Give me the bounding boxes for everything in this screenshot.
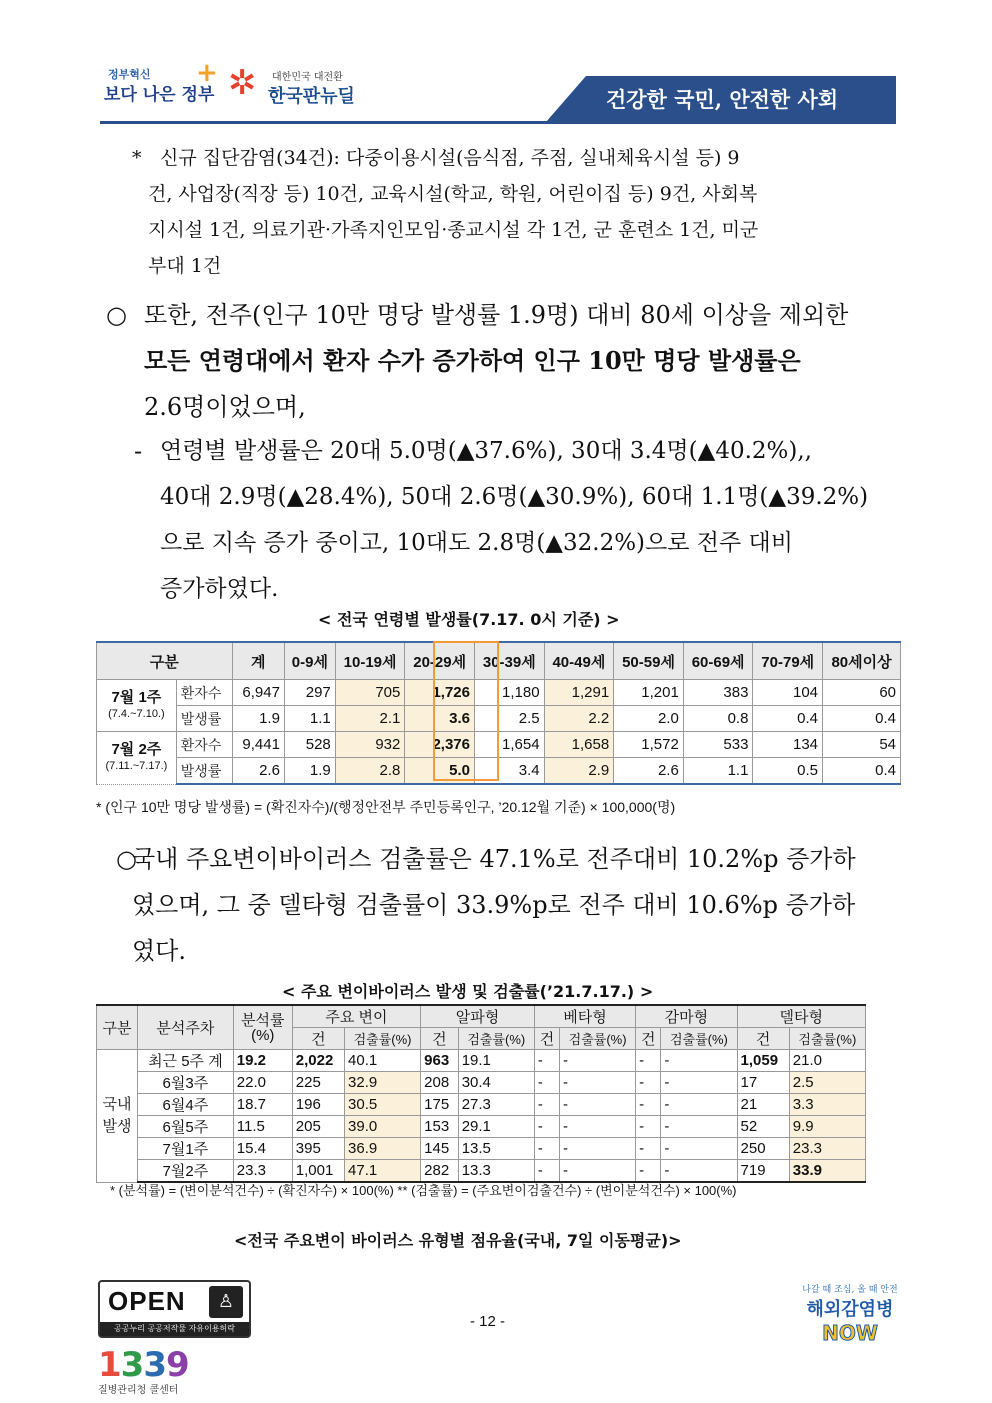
- cluster-note-bullet: *: [132, 147, 142, 169]
- para1-line: 2.6명이었으며,: [144, 393, 306, 421]
- para1-line: 모든 연령대에서 환자 수가 증가하여 인구 10만 명당 발생률은: [144, 346, 801, 375]
- table-cell: 21: [737, 1094, 789, 1116]
- para2-line: 연령별 발생률은 20대 5.0명(▲37.6%), 30대 3.4명(▲40.2%),,: [160, 438, 812, 464]
- open-subtext: 공공누리 공공저작물 자유이용허락: [100, 1322, 249, 1336]
- table-cell: 30.5: [345, 1094, 421, 1116]
- week-cell: 6월5주: [138, 1116, 234, 1138]
- week-group-range: (7.4.~7.10.): [108, 707, 165, 720]
- table-cell: -: [534, 1138, 559, 1160]
- table1-footnote: * (인구 10만 명당 발생률) = (확진자수)/(행정안전부 주민등록인구, ’20.12월 기준) × 100,000(명): [96, 799, 676, 815]
- table-cell: 9,441: [232, 732, 284, 758]
- table-cell: -: [661, 1160, 737, 1183]
- week-group-name: 7월 2주: [111, 740, 162, 758]
- week-cell: 7월1주: [138, 1138, 234, 1160]
- table-cell: 1.1: [284, 706, 335, 732]
- call-center-label: 질병관리청 콜센터: [98, 1385, 179, 1396]
- table-cell: 0.8: [683, 706, 753, 732]
- table-cell: 1,291: [544, 680, 614, 706]
- sub-header: 검출률(%): [458, 1028, 534, 1050]
- row-label: 환자수: [176, 680, 232, 706]
- table-cell: 2.8: [335, 758, 405, 785]
- table-header-row: [97, 1005, 866, 1028]
- table-cell: 11.5: [233, 1116, 292, 1138]
- col-header: 20-29세: [405, 642, 475, 680]
- table-cell: 19.2: [233, 1050, 292, 1072]
- table-cell: 13.5: [458, 1138, 534, 1160]
- table-cell: 32.9: [345, 1072, 421, 1094]
- korean-new-deal-logo: [228, 60, 378, 112]
- table-cell: -: [560, 1094, 636, 1116]
- table-cell: 0.4: [823, 758, 901, 785]
- table-row: [97, 1072, 866, 1094]
- col-header: 델타형: [737, 1005, 865, 1028]
- group-label-cell: 국내 발생: [97, 1050, 138, 1183]
- table-cell: 1,201: [614, 680, 684, 706]
- table-cell: 17: [737, 1072, 789, 1094]
- table-cell: 104: [753, 680, 823, 706]
- table-cell: 1.1: [683, 758, 753, 785]
- sub-header: 건: [636, 1028, 661, 1050]
- highlight-20s-column: [433, 641, 499, 781]
- para3-line: 국내 주요변이바이러스 검출률은 47.1%로 전주대비 10.2%p 증가하: [132, 845, 856, 873]
- col-header: 70-79세: [753, 642, 823, 680]
- table-cell: 23.3: [789, 1138, 865, 1160]
- gov-logo-line1: 정부혁신: [108, 68, 151, 81]
- call-number: 1339: [98, 1345, 189, 1385]
- week-group-cell: [97, 732, 177, 785]
- overseas-infection-now-logo: [800, 1282, 900, 1345]
- week-cell: 7월2주: [138, 1160, 234, 1183]
- row-label: 환자수: [176, 732, 232, 758]
- row-label: 발생률: [176, 706, 232, 732]
- table-row: [97, 1094, 866, 1116]
- para2-line: 으로 지속 증가 중이고, 10대도 2.8명(▲32.2%)으로 전주 대비: [160, 530, 793, 556]
- table-cell: 2.6: [232, 758, 284, 785]
- now-logo-line2: 해외감염병: [806, 1299, 894, 1320]
- table-cell: 30.4: [458, 1072, 534, 1094]
- table-cell: 2.6: [614, 758, 684, 785]
- table-cell: 145: [421, 1138, 459, 1160]
- table-cell: -: [534, 1160, 559, 1183]
- cluster-note-line: 건, 사업장(직장 등) 10건, 교육시설(학교, 학원, 어린이집 등) 9건, 사회복: [148, 183, 758, 205]
- col-header: 알파형: [421, 1005, 535, 1028]
- col-header: 구분: [97, 642, 233, 680]
- table-cell: 3.3: [789, 1094, 865, 1116]
- table-cell: 6,947: [232, 680, 284, 706]
- table-cell: 52: [737, 1116, 789, 1138]
- cluster-note-line: 신규 집단감염(34건): 다중이용시설(음식점, 주점, 실내체육시설 등) 9: [160, 147, 740, 169]
- table-cell: 1,658: [544, 732, 614, 758]
- para2-bullet: -: [134, 437, 143, 465]
- para3-line: 였으며, 그 중 델타형 검출률이 33.9%p로 전주 대비 10.6%p 증가하: [132, 891, 856, 919]
- table-cell: 1.9: [284, 758, 335, 785]
- sub-header: 건: [534, 1028, 559, 1050]
- col-header: 30-39세: [474, 642, 544, 680]
- attribution-icon: ♙: [209, 1286, 243, 1318]
- table-cell: 39.0: [345, 1116, 421, 1138]
- table-cell: 205: [292, 1116, 344, 1138]
- new-deal-star-icon: ✲: [228, 63, 257, 103]
- para2-line: 증가하였다.: [160, 576, 279, 602]
- open-text: OPEN: [108, 1286, 186, 1316]
- table-cell: 1,726: [405, 680, 475, 706]
- para1: [144, 292, 899, 430]
- para3-line: 였다.: [132, 937, 186, 965]
- table-cell: 47.1: [345, 1160, 421, 1183]
- table-cell: 153: [421, 1116, 459, 1138]
- table-cell: 705: [335, 680, 405, 706]
- para2-line: 40대 2.9명(▲28.4%), 50대 2.6명(▲30.9%), 60대 1.1명(▲39.2%): [160, 484, 869, 510]
- cluster-note-line: 지시설 1건, 의료기관·가족지인모임·종교시설 각 1건, 군 훈련소 1건, 미군: [148, 219, 759, 241]
- table-cell: 932: [335, 732, 405, 758]
- para3: [132, 836, 902, 974]
- table-cell: -: [661, 1138, 737, 1160]
- table-cell: 383: [683, 680, 753, 706]
- col-header: 0-9세: [284, 642, 335, 680]
- table-cell: 40.1: [345, 1050, 421, 1072]
- col-header: 80세이상: [823, 642, 901, 680]
- slogan-text: 건강한 국민, 안전한 사회: [606, 87, 839, 112]
- table-cell: -: [661, 1050, 737, 1072]
- table-cell: 1.9: [232, 706, 284, 732]
- table-cell: 225: [292, 1072, 344, 1094]
- table-cell: -: [534, 1094, 559, 1116]
- table-cell: 23.3: [233, 1160, 292, 1183]
- table-cell: -: [636, 1116, 661, 1138]
- table-cell: -: [661, 1116, 737, 1138]
- table-cell: -: [560, 1138, 636, 1160]
- table-row: [97, 1050, 866, 1072]
- header-divider: [100, 121, 896, 124]
- new-deal-line2: 한국판뉴딜: [268, 86, 355, 107]
- col-header: 50-59세: [614, 642, 684, 680]
- col-header: 60-69세: [683, 642, 753, 680]
- sub-header: 검출률(%): [789, 1028, 865, 1050]
- cluster-note-line: 부대 1건: [148, 255, 222, 277]
- table-cell: 29.1: [458, 1116, 534, 1138]
- col-header: 베타형: [534, 1005, 635, 1028]
- week-cell: 6월3주: [138, 1072, 234, 1094]
- week-group-range: (7.11.~7.17.): [105, 759, 168, 772]
- para1-bullet: ○: [106, 301, 127, 329]
- table-cell: -: [636, 1160, 661, 1183]
- table-cell: -: [661, 1094, 737, 1116]
- page-number: - 12 -: [470, 1313, 506, 1330]
- table-cell: 19.1: [458, 1050, 534, 1072]
- table-cell: -: [534, 1050, 559, 1072]
- table-cell: 1,654: [474, 732, 544, 758]
- col-header: 분석주차: [138, 1005, 234, 1050]
- table-cell: -: [661, 1072, 737, 1094]
- col-header: 구분: [97, 1005, 138, 1050]
- table-cell: 395: [292, 1138, 344, 1160]
- table2-footnote: * (분석률) = (변이분석건수) ÷ (확진자수) × 100(%) ** (검출률) = (주요변이검출건수) ÷ (변이분석건수) × 100(%): [110, 1183, 737, 1198]
- table-cell: 36.9: [345, 1138, 421, 1160]
- cluster-note: [148, 140, 900, 284]
- table-cell: 1,180: [474, 680, 544, 706]
- sub-header: 건: [292, 1028, 344, 1050]
- table-cell: -: [534, 1072, 559, 1094]
- table-cell: 196: [292, 1094, 344, 1116]
- table-cell: 0.4: [823, 706, 901, 732]
- table-cell: 2.9: [544, 758, 614, 785]
- col-header: 분석률 (%): [233, 1005, 292, 1050]
- sub-header: 검출률(%): [661, 1028, 737, 1050]
- table-cell: 2,022: [292, 1050, 344, 1072]
- table-cell: 963: [421, 1050, 459, 1072]
- table-cell: 13.3: [458, 1160, 534, 1183]
- chart-caption: <전국 주요변이 바이러스 유형별 점유율(국내, 7일 이동평균)>: [234, 1231, 682, 1250]
- table-cell: 3.4: [474, 758, 544, 785]
- table-cell: 0.5: [753, 758, 823, 785]
- table-cell: 1,572: [614, 732, 684, 758]
- table-cell: 21.0: [789, 1050, 865, 1072]
- table-cell: 533: [683, 732, 753, 758]
- table-cell: 54: [823, 732, 901, 758]
- sub-header: 검출률(%): [345, 1028, 421, 1050]
- col-header: 40-49세: [544, 642, 614, 680]
- table-row: [97, 1138, 866, 1160]
- table-cell: 208: [421, 1072, 459, 1094]
- sub-header: 검출률(%): [560, 1028, 636, 1050]
- table-cell: -: [534, 1116, 559, 1138]
- gov-logo-line2: 보다 나은 정부: [104, 85, 215, 105]
- now-logo-line1: 나갈 때 조심, 올 때 안전: [802, 1285, 898, 1295]
- table-cell: -: [636, 1138, 661, 1160]
- table-cell: 1,059: [737, 1050, 789, 1072]
- col-header: 10-19세: [335, 642, 405, 680]
- table-cell: 9.9: [789, 1116, 865, 1138]
- new-deal-line1: 대한민국 대전환: [272, 72, 343, 83]
- table-cell: 175: [421, 1094, 459, 1116]
- row-label: 발생률: [176, 758, 232, 785]
- table-cell: -: [560, 1160, 636, 1183]
- table-cell: 2,376: [405, 732, 475, 758]
- table-cell: -: [636, 1050, 661, 1072]
- para2: [160, 428, 900, 612]
- table-cell: 2.5: [474, 706, 544, 732]
- table-cell: 297: [284, 680, 335, 706]
- col-header: 계: [232, 642, 284, 680]
- para1-line: 또한, 전주(인구 10만 명당 발생률 1.9명) 대비 80세 이상을 제외한: [144, 301, 849, 329]
- table-cell: 0.4: [753, 706, 823, 732]
- table-cell: 719: [737, 1160, 789, 1183]
- table-cell: 1,001: [292, 1160, 344, 1183]
- week-cell: 6월4주: [138, 1094, 234, 1116]
- table-cell: 22.0: [233, 1072, 292, 1094]
- table-cell: 2.1: [335, 706, 405, 732]
- table-cell: 18.7: [233, 1094, 292, 1116]
- table-cell: 250: [737, 1138, 789, 1160]
- table-cell: 15.4: [233, 1138, 292, 1160]
- sub-header: 건: [737, 1028, 789, 1050]
- table-cell: 2.2: [544, 706, 614, 732]
- kdca-call-center-logo: [98, 1345, 208, 1403]
- gov-innovation-logo: [104, 58, 218, 112]
- para3-bullet: ○: [116, 845, 137, 873]
- week-group-cell: [97, 680, 177, 732]
- table-cell: -: [560, 1116, 636, 1138]
- table-row: [97, 1116, 866, 1138]
- table-cell: 3.6: [405, 706, 475, 732]
- week-group-name: 7월 1주: [111, 688, 162, 706]
- table-cell: -: [636, 1072, 661, 1094]
- table-cell: 5.0: [405, 758, 475, 785]
- col-header: 주요 변이: [292, 1005, 420, 1028]
- slogan-banner: [586, 76, 896, 122]
- open-license-badge: [98, 1280, 251, 1338]
- col-header: 감마형: [636, 1005, 737, 1028]
- table-cell: -: [560, 1072, 636, 1094]
- table-cell: 134: [753, 732, 823, 758]
- table-cell: -: [560, 1050, 636, 1072]
- table-row: [97, 1160, 866, 1183]
- variant-table: [96, 1004, 866, 1183]
- table-cell: 27.3: [458, 1094, 534, 1116]
- table-cell: 60: [823, 680, 901, 706]
- table-cell: -: [636, 1094, 661, 1116]
- sub-header: 건: [421, 1028, 459, 1050]
- table-cell: 282: [421, 1160, 459, 1183]
- table-cell: 2.0: [614, 706, 684, 732]
- plus-icon: +: [196, 58, 218, 88]
- table-cell: 33.9: [789, 1160, 865, 1183]
- table1-caption: < 전국 연령별 발생률(7.17. 0시 기준) >: [318, 610, 620, 629]
- table2-caption: < 주요 변이바이러스 발생 및 검출률(’21.7.17.) >: [282, 982, 654, 1001]
- now-logo-line3: NOW: [822, 1321, 878, 1345]
- table-cell: 528: [284, 732, 335, 758]
- week-cell: 최근 5주 계: [138, 1050, 234, 1072]
- table-cell: 2.5: [789, 1072, 865, 1094]
